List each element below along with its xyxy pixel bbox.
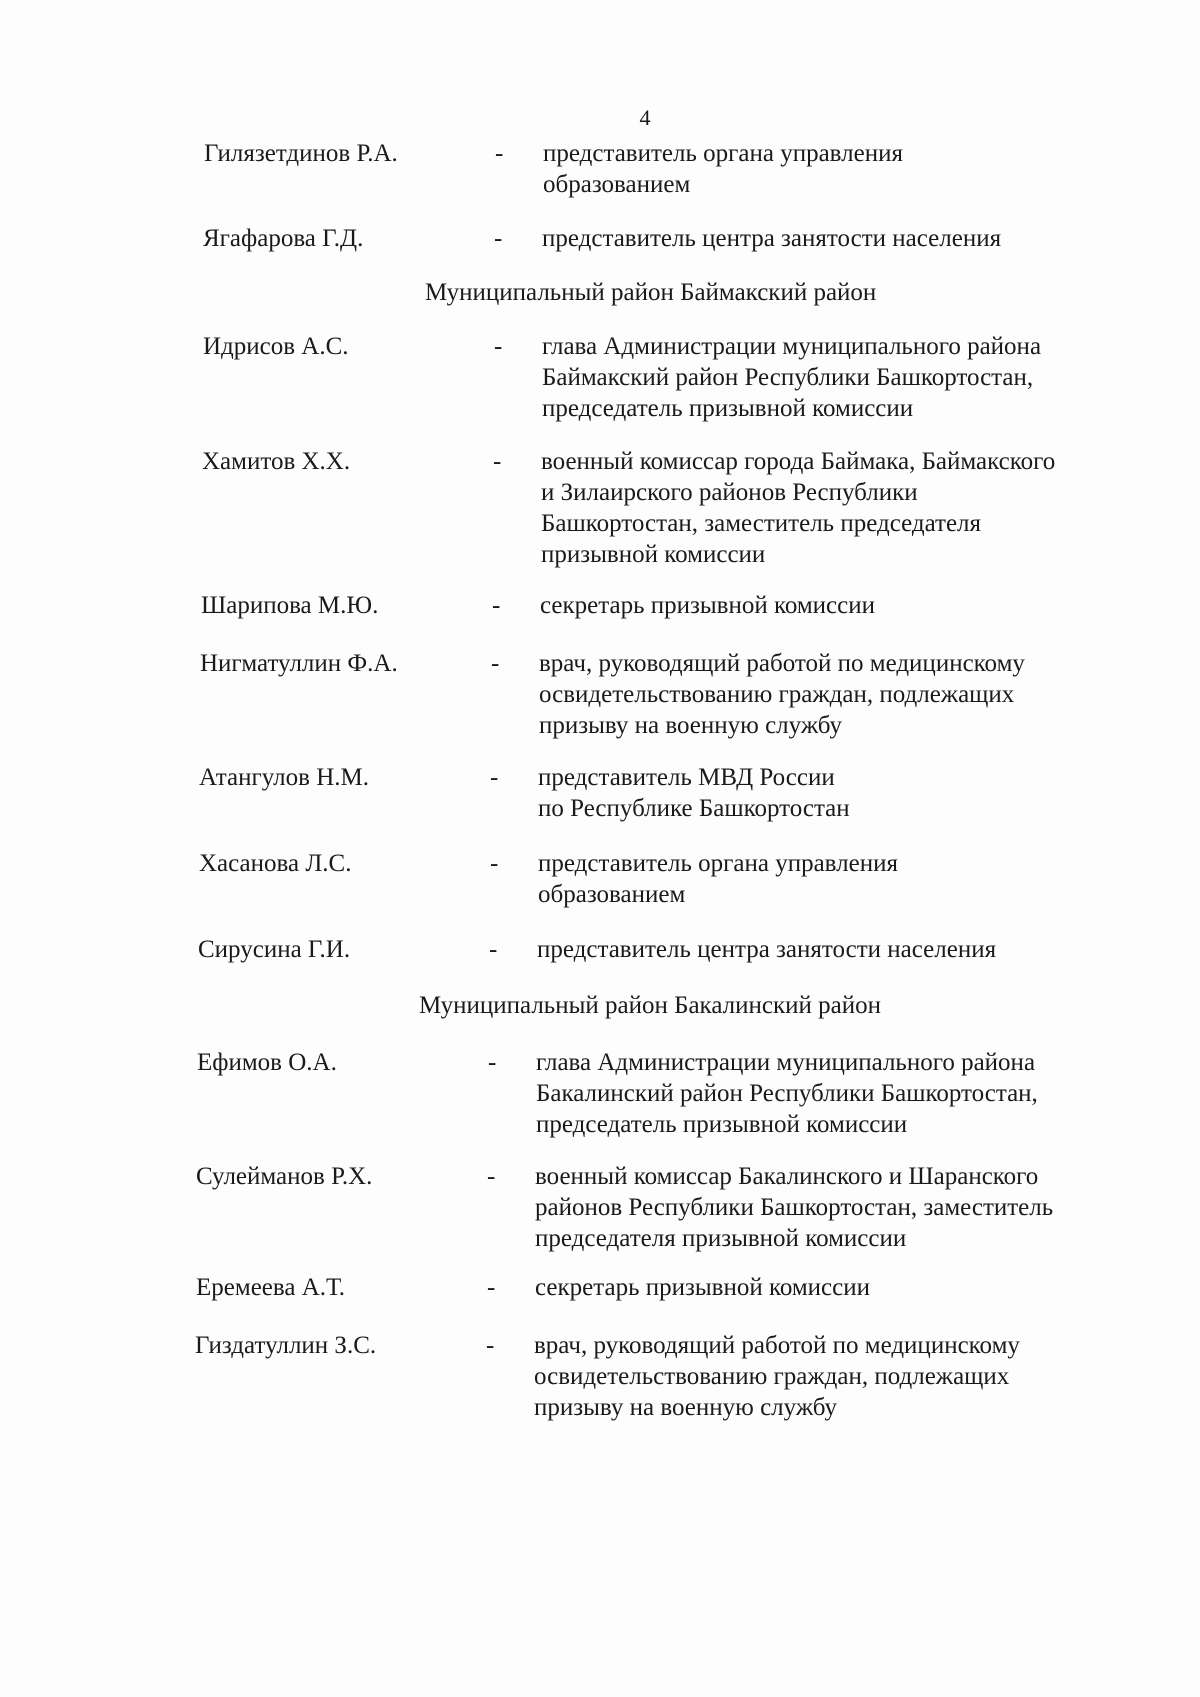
- member-role: [535, 1161, 1135, 1254]
- role-line: секретарь призывной комиссии: [540, 592, 876, 619]
- member-name: Еремеева А.Т.: [196, 1274, 346, 1301]
- member-name: Сирусина Г.И.: [198, 936, 351, 963]
- role-line: врач, руководящий работой по медицинскому: [534, 1332, 1020, 1359]
- role-line: освидетельствованию граждан, подлежащих: [539, 681, 1015, 708]
- role-line: секретарь призывной комиссии: [535, 1274, 871, 1301]
- dash-separator: -: [491, 650, 500, 677]
- dash-separator: -: [490, 850, 499, 877]
- member-role: [538, 848, 1138, 910]
- role-line: Баймакский район Республики Башкортостан,: [542, 364, 1034, 391]
- dash-separator: -: [494, 333, 503, 360]
- dash-separator: -: [487, 1163, 496, 1190]
- role-line: образованием: [538, 881, 686, 908]
- role-line: представитель МВД России: [538, 764, 835, 791]
- member-name: Ягафарова Г.Д.: [203, 225, 364, 252]
- role-line: глава Администрации муниципального района: [536, 1049, 1036, 1076]
- member-name: Сулейманов Р.Х.: [196, 1163, 373, 1190]
- role-line: военный комиссар Бакалинского и Шаранского: [535, 1163, 1039, 1190]
- member-name: Гилязетдинов Р.А.: [204, 140, 398, 167]
- role-line: председатель призывной комиссии: [536, 1111, 908, 1138]
- member-name: Хамитов Х.Х.: [202, 448, 351, 475]
- page-number: 4: [639, 105, 651, 130]
- role-line: представитель органа управления: [538, 850, 898, 877]
- member-name: Атангулов Н.М.: [199, 764, 369, 791]
- member-name: Хасанова Л.С.: [199, 850, 352, 877]
- member-name: Шарипова М.Ю.: [201, 592, 379, 619]
- member-name: Идрисов А.С.: [203, 333, 349, 360]
- dash-separator: -: [490, 764, 499, 791]
- dash-separator: -: [487, 1274, 496, 1301]
- role-line: Башкортостан, заместитель председателя: [541, 510, 982, 537]
- member-role: [542, 223, 1142, 254]
- dash-separator: -: [494, 225, 503, 252]
- member-role: [539, 648, 1139, 741]
- member-role: [541, 446, 1141, 570]
- role-line: председателя призывной комиссии: [535, 1225, 907, 1252]
- member-role: [540, 590, 1140, 621]
- role-line: призыву на военную службу: [539, 712, 843, 739]
- member-role: [534, 1330, 1134, 1423]
- dash-separator: -: [495, 140, 504, 167]
- member-name: Нигматуллин Ф.А.: [200, 650, 398, 677]
- member-role: [535, 1272, 1135, 1303]
- dash-separator: -: [486, 1332, 495, 1359]
- dash-separator: -: [492, 592, 501, 619]
- role-line: освидетельствованию граждан, подлежащих: [534, 1363, 1010, 1390]
- member-name: Ефимов О.А.: [197, 1049, 337, 1076]
- member-role: [536, 1047, 1136, 1140]
- dash-separator: -: [489, 936, 498, 963]
- role-line: Бакалинский район Республики Башкортостан,: [536, 1080, 1038, 1107]
- member-role: [543, 138, 1143, 200]
- dash-separator: -: [488, 1049, 497, 1076]
- role-line: районов Республики Башкортостан, заместитель: [535, 1194, 1054, 1221]
- member-role: [538, 762, 1138, 824]
- section-heading: Муниципальный район Бакалинский район: [419, 992, 881, 1019]
- member-role: [537, 934, 1137, 965]
- role-line: председатель призывной комиссии: [542, 395, 914, 422]
- role-line: по Республике Башкортостан: [538, 795, 850, 822]
- section-heading: Муниципальный район Баймакский район: [425, 279, 877, 306]
- role-line: призыву на военную службу: [534, 1394, 838, 1421]
- role-line: и Зилаирского районов Республики: [541, 479, 918, 506]
- member-name: Гиздатуллин З.С.: [195, 1332, 377, 1359]
- role-line: призывной комиссии: [541, 541, 766, 568]
- role-line: военный комиссар города Баймака, Баймакского: [541, 448, 1056, 475]
- role-line: представитель центра занятости населения: [542, 225, 1002, 252]
- role-line: врач, руководящий работой по медицинскому: [539, 650, 1025, 677]
- member-role: [542, 331, 1142, 424]
- role-line: образованием: [543, 171, 691, 198]
- role-line: глава Администрации муниципального района: [542, 333, 1042, 360]
- role-line: представитель центра занятости населения: [537, 936, 997, 963]
- dash-separator: -: [493, 448, 502, 475]
- role-line: представитель органа управления: [543, 140, 903, 167]
